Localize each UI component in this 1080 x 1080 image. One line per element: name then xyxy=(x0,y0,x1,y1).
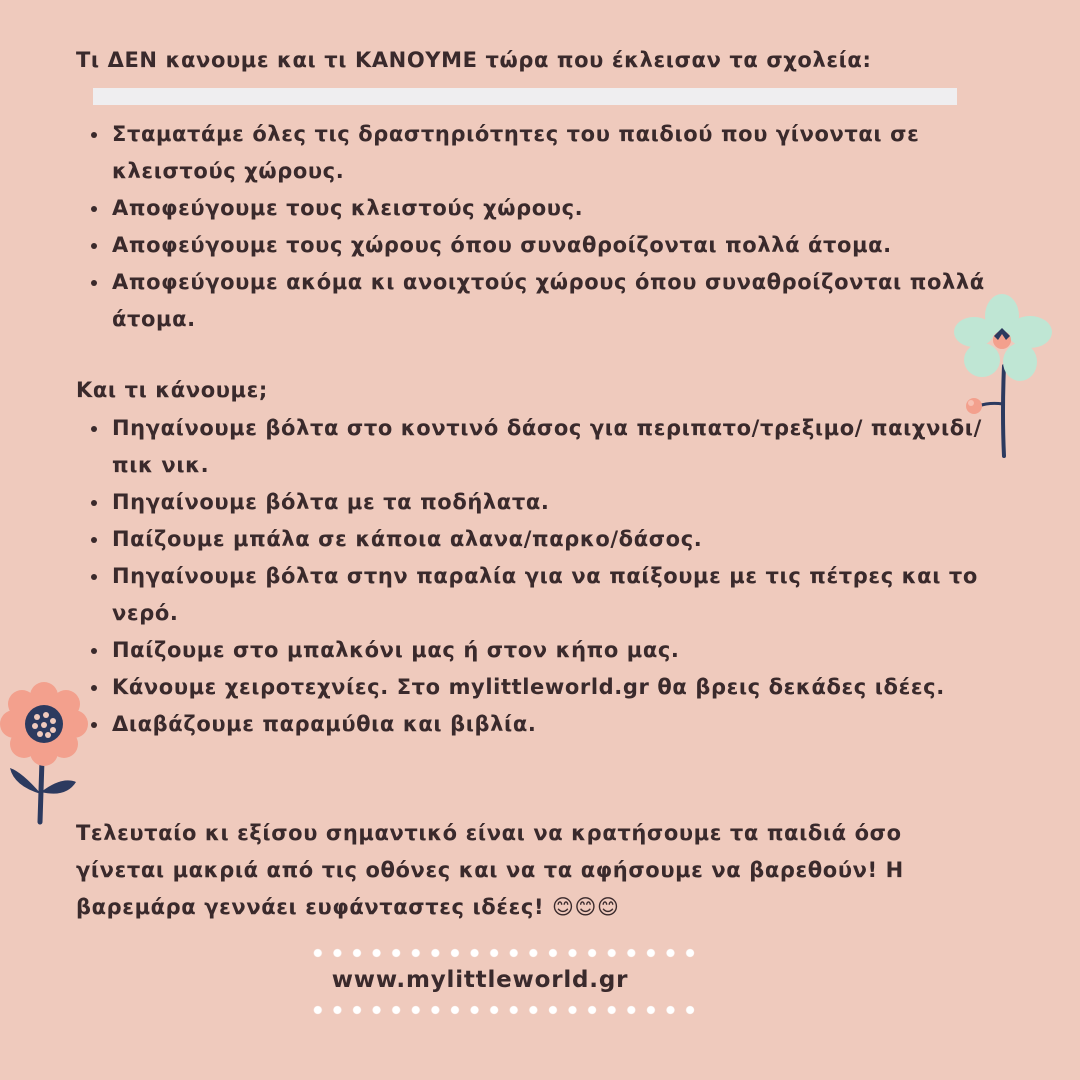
list-item: • Πηγαίνουμε βόλτα στην παραλία για να παίξουμε με τις πέτρες και το νερό. xyxy=(110,558,1010,632)
list-item: • Αποφεύγουμε ακόμα κι ανοιχτούς χώρους όπου συναθροίζονται πολλά άτομα. xyxy=(110,264,1010,338)
page-title: Τι ΔΕΝ κανουμε και τι ΚΑΝΟΥΜΕ τώρα που έκλεισαν τα σχολεία: xyxy=(76,48,872,72)
dotted-divider-top xyxy=(308,948,700,958)
section-subheading: Και τι κάνουμε; xyxy=(76,378,268,402)
list-item: • Πηγαίνουμε βόλτα με τα ποδήλατα. xyxy=(110,484,1010,521)
list-item: • Κάνουμε χειροτεχνίες. Στο mylittleworld.gr θα βρεις δεκάδες ιδέες. xyxy=(110,669,1010,706)
do-list xyxy=(86,410,1010,743)
title-divider xyxy=(93,88,957,105)
list-item: • Παίζουμε μπάλα σε κάποια αλανα/παρκο/δάσος. xyxy=(110,521,1010,558)
dont-list xyxy=(86,116,1010,338)
list-item: • Διαβάζουμε παραμύθια και βιβλία. xyxy=(110,706,1010,743)
footer-url: www.mylittleworld.gr xyxy=(331,967,629,993)
list-item: • Αποφεύγουμε τους κλειστούς χώρους. xyxy=(110,190,1010,227)
mint-flower-icon xyxy=(952,294,1052,460)
list-item: • Πηγαίνουμε βόλτα στο κοντινό δάσος για περιπατο/τρεξιμο/ παιχνιδι/πικ νικ. xyxy=(110,410,1010,484)
list-item: • Σταματάμε όλες τις δραστηριότητες του παιδιού που γίνονται σε κλειστούς χώρους. xyxy=(110,116,1010,190)
pink-flower-icon xyxy=(0,676,96,826)
list-item: • Παίζουμε στο μπαλκόνι μας ή στον κήπο μας. xyxy=(110,632,1010,669)
list-item: • Αποφεύγουμε τους χώρους όπου συναθροίζονται πολλά άτομα. xyxy=(110,227,1010,264)
dotted-divider-bottom xyxy=(308,1005,700,1015)
closing-paragraph: Τελευταίο κι εξίσου σημαντικό είναι να κρατήσουμε τα παιδιά όσο γίνεται μακριά από τις οθόνες και να τα αφήσουμε να βαρεθούν! Η βαρεμάρα γεννάει ευφάνταστες ιδέες! 😊😊😊 xyxy=(76,821,904,919)
